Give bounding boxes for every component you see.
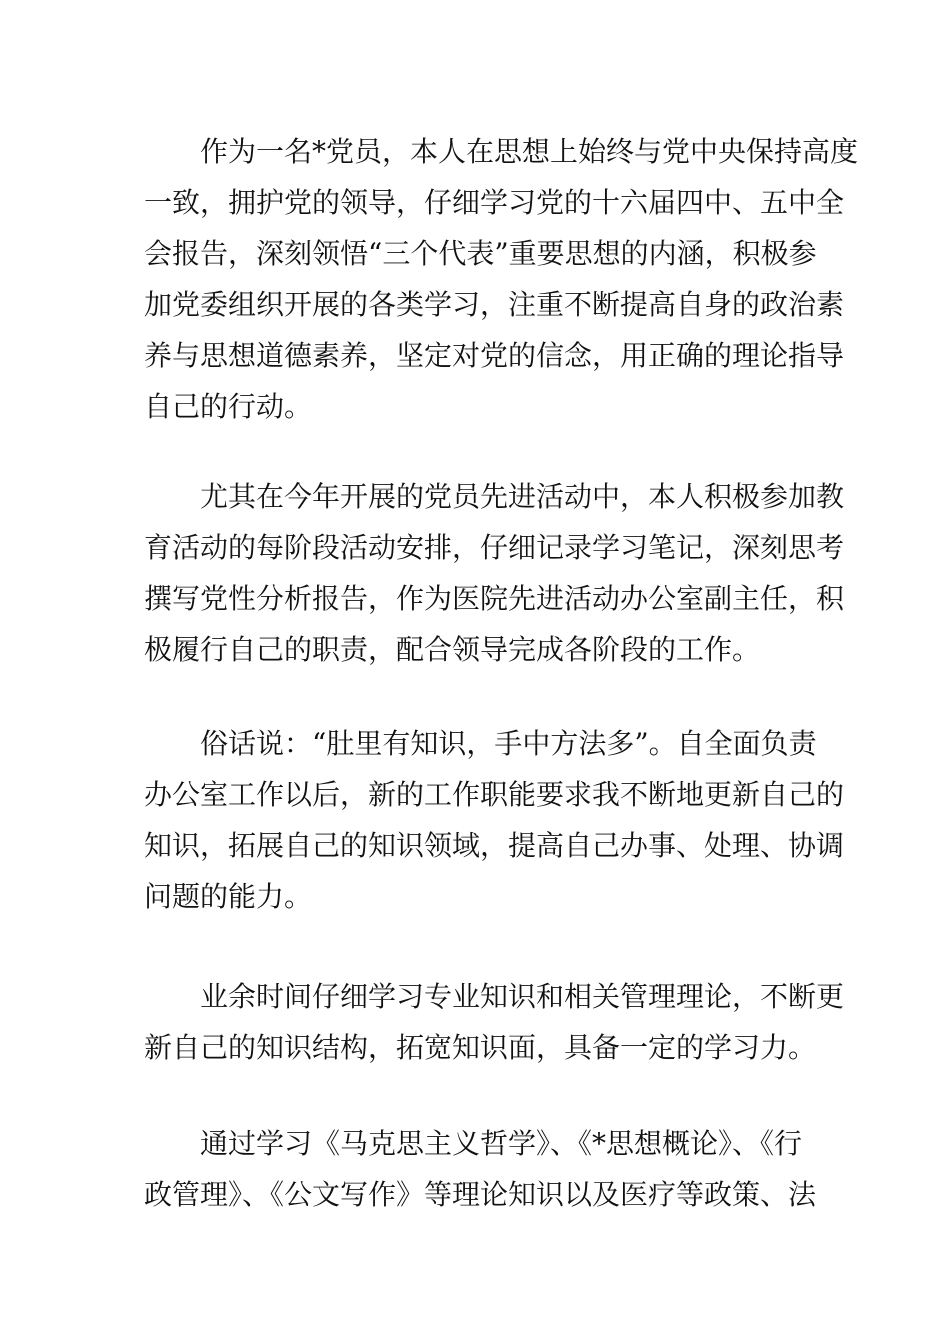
text-line: 会报告，深刻领悟“三个代表”重要思想的内涵，积极参 [144,237,817,270]
text-line: 尤其在今年开展的党员先进活动中，本人积极参加教 [200,480,845,513]
paragraph-proverb [144,718,844,922]
text-line: 自己的行动。 [144,390,313,423]
text-line: 养与思想道德素养，坚定对党的信念，用正确的理论指导 [144,339,845,372]
text-line: 作为一名*党员，本人在思想上始终与党中央保持高度 [200,135,859,168]
text-line: 一致，拥护党的领导，仔细学习党的十六届四中、五中全 [144,186,845,219]
text-line: 极履行自己的职责，配合领导完成各阶段的工作。 [144,633,761,666]
paragraph-theory-study [144,1118,816,1220]
paragraph-spare-time-study [144,971,844,1073]
text-line: 育活动的每阶段活动安排，仔细记录学习笔记，深刻思考 [144,531,845,564]
paragraph-advanced-activity [144,471,844,675]
text-line: 问题的能力。 [144,880,313,913]
text-line: 业余时间仔细学习专业知识和相关管理理论，不断更 [200,980,845,1013]
text-line: 知识，拓展自己的知识领域，提高自己办事、处理、协调 [144,829,845,862]
text-line: 政管理》、《公文写作》等理论知识以及医疗等政策、法 [144,1178,817,1211]
text-line: 俗话说：“肚里有知识，手中方法多”。自全面负责 [200,727,817,760]
paragraph-party-member [144,126,858,432]
text-line: 办公室工作以后，新的工作职能要求我不断地更新自己的 [144,778,845,811]
text-line: 通过学习《马克思主义哲学》、《*思想概论》、《行 [200,1127,803,1160]
text-line: 撰写党性分析报告，作为医院先进活动办公室副主任，积 [144,582,845,615]
text-line: 新自己的知识结构，拓宽知识面，具备一定的学习力。 [144,1031,817,1064]
text-line: 加党委组织开展的各类学习，注重不断提高自身的政治素 [144,288,845,321]
